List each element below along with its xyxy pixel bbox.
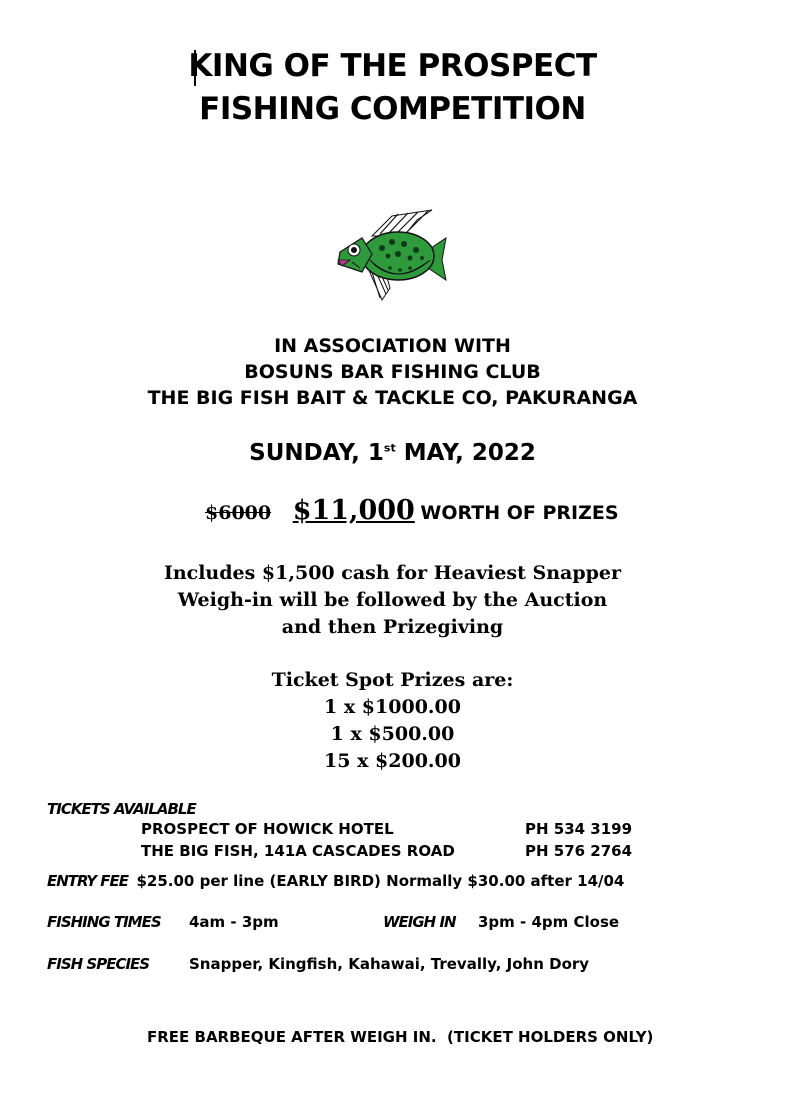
old-prize-amount: $6000	[205, 502, 272, 524]
entry-fee-row	[47, 872, 624, 891]
event-date-prefix: SUNDAY, 1	[249, 440, 384, 466]
ticket-outlet-name: THE BIG FISH, 141A CASCADES ROAD	[141, 842, 455, 860]
details-line-2: Weigh-in will be followed by the Auction	[177, 589, 608, 611]
ticket-outlet-phone: PH 534 3199	[525, 820, 633, 838]
details-block	[0, 560, 785, 641]
association-block	[0, 333, 785, 411]
title-line-2: FISHING COMPETITION	[199, 91, 586, 127]
association-line-2: BOSUNS BAR FISHING CLUB	[244, 361, 541, 383]
event-date-rest: MAY, 2022	[395, 440, 536, 466]
event-date-suffix: st	[383, 441, 396, 455]
prize-line	[205, 495, 619, 526]
ticket-outlet-phone: PH 576 2764	[525, 842, 633, 860]
fishing-times-value: 4am - 3pm	[189, 913, 279, 931]
ticket-outlet-name: PROSPECT OF HOWICK HOTEL	[141, 820, 394, 838]
fish-icon	[332, 208, 450, 306]
footer-note: FREE BARBEQUE AFTER WEIGH IN. (TICKET HOLDERS ONLY)	[147, 1028, 654, 1046]
spot-prize-item: 1 x $500.00	[330, 723, 455, 745]
association-line-3: THE BIG FISH BAIT & TACKLE CO, PAKURANGA	[147, 387, 638, 409]
association-line-1: IN ASSOCIATION WITH	[274, 335, 511, 357]
spot-prize-item: 1 x $1000.00	[324, 696, 461, 718]
tickets-label: TICKETS AVAILABLE	[47, 800, 196, 818]
spot-prize-item: 15 x $200.00	[324, 750, 461, 772]
fish-species-label: FISH SPECIES	[47, 955, 150, 973]
spot-prizes-block	[0, 667, 785, 775]
details-line-1: Includes $1,500 cash for Heaviest Snapper	[163, 562, 622, 584]
prize-amount: $11,000	[292, 495, 415, 526]
entry-fee-text: $25.00 per line (EARLY BIRD) Normally $30.00 after 14/04	[136, 872, 625, 890]
weigh-in-value: 3pm - 4pm Close	[478, 913, 620, 931]
prize-label: WORTH OF PRIZES	[420, 502, 619, 524]
details-line-3: and then Prizegiving	[281, 616, 504, 638]
spot-prizes-heading: Ticket Spot Prizes are:	[271, 669, 514, 691]
entry-fee-label: ENTRY FEE	[47, 872, 129, 890]
weigh-in-label: WEIGH IN	[383, 913, 456, 931]
event-date	[0, 440, 785, 466]
title-line-1: KING OF THE PROSPECT	[188, 48, 597, 84]
fish-species-value: Snapper, Kingfish, Kahawai, Trevally, John Dory	[189, 955, 590, 973]
fishing-times-label: FISHING TIMES	[47, 913, 161, 931]
